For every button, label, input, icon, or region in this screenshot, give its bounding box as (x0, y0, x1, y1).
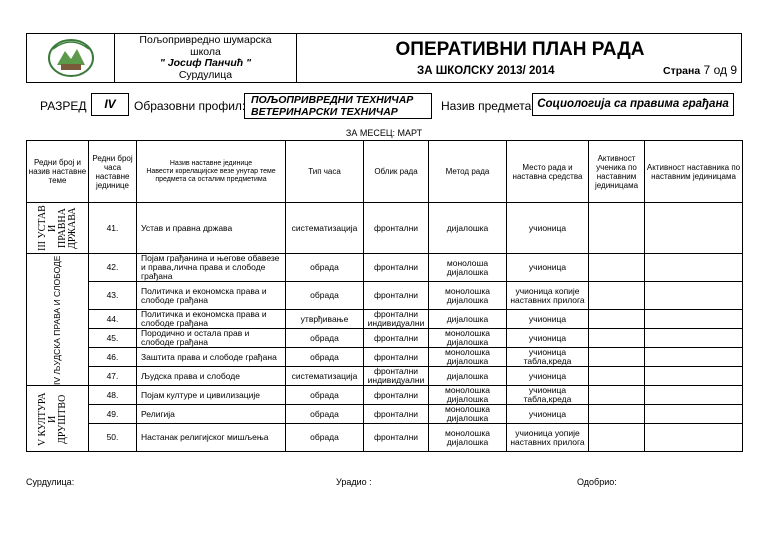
unit-num: 50. (89, 424, 137, 452)
lesson-type: обрада (286, 405, 364, 424)
student-activity (589, 310, 645, 329)
place: учионица (507, 254, 589, 282)
lesson-type: систематизација (286, 203, 364, 254)
place: учионица табла,креда (507, 386, 589, 405)
theme-3: V КУЛТУРА И ДРУШТВО (36, 391, 68, 446)
student-activity (589, 282, 645, 310)
teacher-activity (645, 424, 743, 452)
header-teacher-activity: Активност наставника по наставним јединицама (645, 141, 743, 203)
student-activity (589, 254, 645, 282)
student-activity (589, 424, 645, 452)
place: учионица (507, 329, 589, 348)
work-form: фронтални (364, 329, 429, 348)
header-theme: Редни број и назив наставне теме (27, 141, 89, 203)
method: монолошка дијалошка (429, 405, 507, 424)
school-emblem-icon (45, 37, 97, 79)
method: монолошка дијалошка (429, 329, 507, 348)
lesson-type: утврђивање (286, 310, 364, 329)
table-row (27, 386, 743, 405)
footer-approved-by: Одобрио: (577, 477, 617, 487)
unit-name: Заштита права и слободе грађана (137, 348, 286, 367)
student-activity (589, 386, 645, 405)
method: монолоша дијалошка (429, 254, 507, 282)
table-row (27, 329, 743, 348)
table-row (27, 282, 743, 310)
table-row (27, 203, 743, 254)
teacher-activity (645, 386, 743, 405)
work-form: фронтални индивидуални (364, 310, 429, 329)
lesson-type: обрада (286, 329, 364, 348)
place: учионица уопије наставних прилога (507, 424, 589, 452)
teacher-activity (645, 203, 743, 254)
profile-line2: ВЕТЕРИНАРСКИ ТЕХНИЧАР (251, 106, 398, 118)
school-name: " Јосиф Панчић " (159, 57, 252, 69)
unit-name: Религија (137, 405, 286, 424)
page-total: од 9 (713, 63, 737, 77)
teacher-activity (645, 367, 743, 386)
table-row (27, 405, 743, 424)
unit-name: Појам културе и цивилизације (137, 386, 286, 405)
school-line2: школа (190, 45, 221, 58)
table-row (27, 254, 743, 282)
lesson-type: обрада (286, 282, 364, 310)
lesson-type: систематизација (286, 367, 364, 386)
student-activity (589, 203, 645, 254)
unit-name: Настанак религијског мишљења (137, 424, 286, 452)
header-unit-name (137, 141, 286, 203)
place: учионица копије наставних прилога (507, 282, 589, 310)
place: учионица (507, 405, 589, 424)
school-logo (27, 34, 115, 82)
table-row (27, 424, 743, 452)
work-form: фронтални (364, 203, 429, 254)
method: дијалошка (429, 203, 507, 254)
method: монолошка дијалошка (429, 386, 507, 405)
subject-value: Социологија са правима грађана (532, 93, 734, 116)
month-label: ЗА МЕСЕЦ: МАРТ (345, 128, 423, 138)
document-title: ОПЕРАТИВНИ ПЛАН РАДА (395, 39, 645, 60)
unit-name: Устав и правна држава (137, 203, 286, 254)
work-form: фронтални индивидуални (364, 367, 429, 386)
unit-name: Људска права и слободе (137, 367, 286, 386)
theme-1: III УСТАВ И ПРАВНА ДРЖАВА (36, 205, 78, 251)
header-method: Метод рада (429, 141, 507, 203)
unit-num: 43. (89, 282, 137, 310)
teacher-activity (645, 329, 743, 348)
header-unit-name-2: Навести корелацијске везе унутар теме предмета са осталим предметима (146, 167, 276, 183)
page-indicator (663, 63, 737, 77)
class-label: РАЗРЕД (40, 99, 87, 113)
document-header (26, 33, 742, 83)
header-lesson-type: Тип часа (286, 141, 364, 203)
teacher-activity (645, 282, 743, 310)
unit-name: Појам грађанина и његове обавезе и права,лична права и слободе грађана (137, 254, 286, 282)
subject-label: Назив предмета (441, 99, 532, 113)
work-form: фронтални (364, 405, 429, 424)
class-value: IV (91, 93, 129, 116)
header-place: Место рада и наставна средства (507, 141, 589, 203)
work-form: фронтални (364, 282, 429, 310)
header-unit-num: Редни број часа наставне јединице (89, 141, 137, 203)
method: дијалошка (429, 310, 507, 329)
student-activity (589, 348, 645, 367)
lesson-type: обрада (286, 386, 364, 405)
lesson-type: обрада (286, 254, 364, 282)
title-block (297, 34, 743, 82)
unit-num: 46. (89, 348, 137, 367)
teacher-activity (645, 310, 743, 329)
profile-value (244, 93, 432, 119)
unit-num: 47. (89, 367, 137, 386)
place: учионица табла,креда (507, 348, 589, 367)
lesson-type: обрада (286, 348, 364, 367)
student-activity (589, 405, 645, 424)
place: учионица (507, 203, 589, 254)
work-form: фронтални (364, 348, 429, 367)
theme-cell-2 (27, 254, 89, 386)
method: дијалошка (429, 367, 507, 386)
work-form: фронтални (364, 424, 429, 452)
school-year: ЗА ШКОЛСКУ 2013/ 2014 (417, 65, 555, 77)
theme-cell-1 (27, 203, 89, 254)
unit-name: Породично и остала прав и слободе грађана (137, 329, 286, 348)
school-city: Сурдулица (178, 68, 233, 81)
place: учионица (507, 367, 589, 386)
place: учионица (507, 310, 589, 329)
header-work-form: Облик рада (364, 141, 429, 203)
unit-num: 45. (89, 329, 137, 348)
unit-num: 41. (89, 203, 137, 254)
work-form: фронтални (364, 254, 429, 282)
student-activity (589, 329, 645, 348)
page-word: Страна (663, 65, 701, 77)
student-activity (589, 367, 645, 386)
plan-table (26, 140, 743, 452)
footer-city: Сурдулица: (26, 477, 75, 487)
unit-num: 42. (89, 254, 137, 282)
school-info (115, 34, 297, 82)
method: монолошка дијалошка (429, 424, 507, 452)
unit-name: Политичка и економска права и слободе грађана (137, 310, 286, 329)
theme-2: IV ЉУДСКА ПРАВА И СЛОБОДЕ (52, 254, 62, 385)
teacher-activity (645, 405, 743, 424)
unit-num: 44. (89, 310, 137, 329)
unit-num: 49. (89, 405, 137, 424)
teacher-activity (645, 348, 743, 367)
profile-label: Образовни профил: (134, 99, 246, 113)
footer-made-by: Урадио : (336, 477, 372, 487)
lesson-type: обрада (286, 424, 364, 452)
profile-line1: ПОЉОПРИВРЕДНИ ТЕХНИЧАР (251, 94, 414, 106)
unit-name: Политичка и економска права и слободе грађана (137, 282, 286, 310)
theme-cell-3 (27, 386, 89, 452)
table-row (27, 310, 743, 329)
table-row (27, 348, 743, 367)
table-header-row (27, 141, 743, 203)
work-form: фронтални (364, 386, 429, 405)
table-row (27, 367, 743, 386)
header-student-activity: Активност ученика по наставним јединицама (589, 141, 645, 203)
header-unit-name-1: Назив наставне јединице (169, 159, 253, 167)
school-line1: Пољопривредно шумарска (139, 34, 272, 46)
method: монолошка дијалошка (429, 348, 507, 367)
unit-num: 48. (89, 386, 137, 405)
method: монолошка дијалошка (429, 282, 507, 310)
teacher-activity (645, 254, 743, 282)
page-number: 7 (703, 63, 711, 77)
